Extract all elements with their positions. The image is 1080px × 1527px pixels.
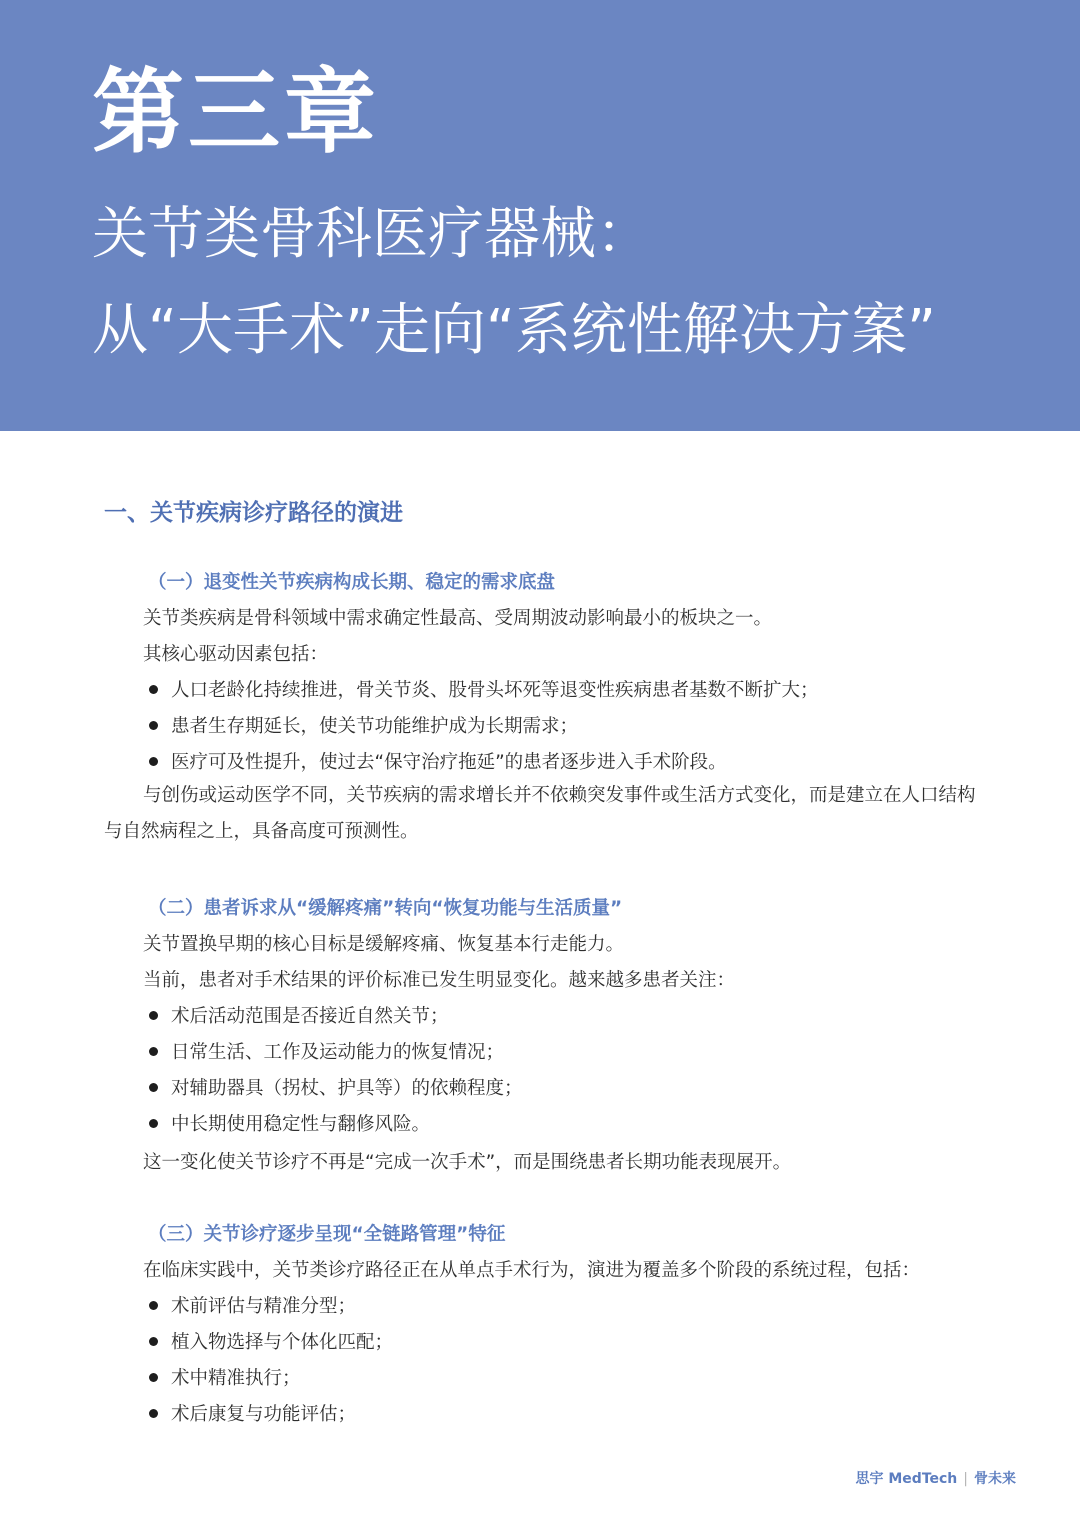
- list-item: [146, 1328, 393, 1354]
- chapter-subtitle-line1: 关节类骨科医疗器械：: [92, 202, 652, 267]
- bullet-dot-icon: [149, 757, 158, 766]
- chapter-title: 第三章: [92, 59, 381, 166]
- chapter-banner: [0, 0, 1080, 431]
- list-item: [146, 712, 578, 738]
- chapter-subtitle-line2: 从“大手术”走向“系统性解决方案”: [92, 298, 937, 363]
- list-item-text: 植入物选择与个体化匹配；: [171, 1332, 394, 1353]
- list-item: [146, 1074, 523, 1100]
- paragraph: 其核心驱动因素包括：: [143, 644, 329, 665]
- list-item: [146, 1002, 449, 1028]
- bullet-dot-icon: [149, 1409, 158, 1418]
- list-item: [146, 1400, 356, 1426]
- list-item: [146, 1364, 301, 1390]
- subsection-heading-2: （二）患者诉求从“缓解疼痛”转向“恢复功能与生活质量”: [148, 898, 623, 919]
- list-item: [146, 748, 727, 774]
- paragraph: 关节类疾病是骨科领域中需求确定性最高、受周期波动影响最小的板块之一。: [143, 608, 773, 629]
- section-heading: 一、关节疾病诊疗路径的演进: [104, 500, 403, 526]
- list-item-text: 术后活动范围是否接近自然关节；: [171, 1006, 449, 1027]
- footer-brand: 思宇 MedTech: [855, 1471, 958, 1487]
- list-item-text: 术中精准执行；: [171, 1368, 301, 1389]
- bullet-dot-icon: [149, 685, 158, 694]
- paragraph: 在临床实践中，关节类诊疗路径正在从单点手术行为，演进为覆盖多个阶段的系统过程，包括：: [143, 1260, 921, 1281]
- paragraph: 这一变化使关节诊疗不再是“完成一次手术”，而是围绕患者长期功能表现展开。: [143, 1152, 792, 1173]
- paragraph: 关节置换早期的核心目标是缓解疼痛、恢复基本行走能力。: [143, 934, 625, 955]
- list-item-text: 日常生活、工作及运动能力的恢复情况；: [171, 1042, 505, 1063]
- footer-separator: |: [963, 1471, 968, 1487]
- bullet-dot-icon: [149, 1011, 158, 1020]
- bullet-dot-icon: [149, 1337, 158, 1346]
- subsection-heading-1: （一）退变性关节疾病构成长期、稳定的需求底盘: [148, 572, 556, 593]
- paragraph: 与创伤或运动医学不同，关节疾病的需求增长并不依赖突发事件或生活方式变化，而是建立在人口结构与自然病程之上，具备高度可预测性。: [104, 785, 976, 842]
- page-footer: [856, 1468, 1017, 1488]
- list-item-text: 术后康复与功能评估；: [171, 1404, 357, 1425]
- paragraph: 当前，患者对手术结果的评价标准已发生明显变化。越来越多患者关注：: [143, 970, 736, 991]
- bullet-dot-icon: [149, 1119, 158, 1128]
- list-item-text: 人口老龄化持续推进，骨关节炎、股骨头坏死等退变性疾病患者基数不断扩大；: [171, 680, 819, 701]
- bullet-dot-icon: [149, 1373, 158, 1382]
- list-item-text: 术前评估与精准分型；: [171, 1296, 357, 1317]
- footer-slogan: 骨未来: [974, 1471, 1016, 1487]
- list-item: [146, 1292, 356, 1318]
- list-item: [146, 1110, 430, 1136]
- list-item-text: 对辅助器具（拐杖、护具等）的依赖程度；: [171, 1078, 523, 1099]
- bullet-dot-icon: [149, 721, 158, 730]
- list-item-text: 医疗可及性提升，使过去“保守治疗拖延”的患者逐步进入手术阶段。: [171, 752, 727, 773]
- list-item: [146, 1038, 504, 1064]
- bullet-dot-icon: [149, 1047, 158, 1056]
- list-item-text: 患者生存期延长，使关节功能维护成为长期需求；: [171, 716, 579, 737]
- list-item-text: 中长期使用稳定性与翻修风险。: [171, 1114, 431, 1135]
- subsection-heading-3: （三）关节诊疗逐步呈现“全链路管理”特征: [148, 1224, 506, 1245]
- bullet-dot-icon: [149, 1083, 158, 1092]
- bullet-dot-icon: [149, 1301, 158, 1310]
- list-item: [146, 676, 819, 702]
